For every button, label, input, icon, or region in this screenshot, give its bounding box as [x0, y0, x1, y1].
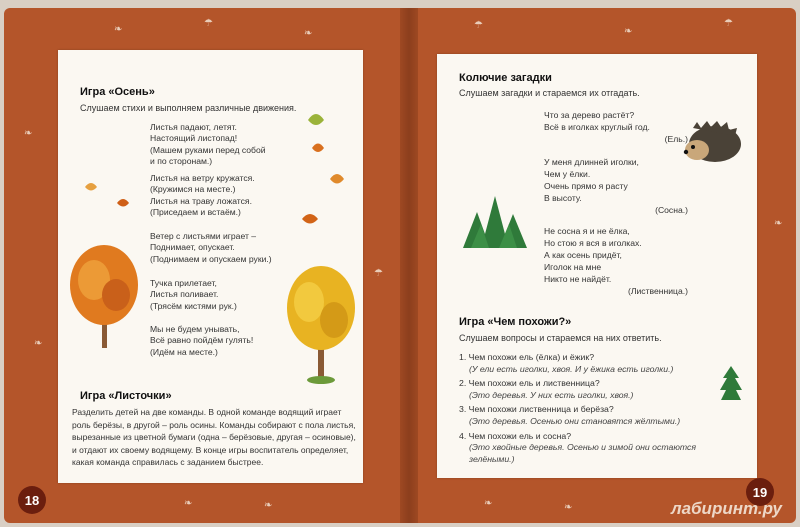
leaf-decoration-icon: ❧ [304, 28, 313, 39]
poem-stanza-2: Листья на ветру кружатся. (Кружимся на месте.) Листья на траву ложатся. (Приседаем и встаём.) [150, 173, 255, 218]
umbrella-decoration-icon: ☂ [204, 18, 213, 29]
orange-leaf-icon [84, 180, 98, 194]
watermark: лабиринт.ру [671, 499, 782, 518]
leaf-decoration-icon: ❧ [114, 24, 123, 35]
left-page-panel [58, 50, 363, 483]
riddle-text: Не сосна я и не ёлка, Но стою я вся в иголках. А как осень придёт, Иголок на мне Никто не найдёт. [544, 226, 642, 284]
poem-stanza-1: Листья падают, летят. Настоящий листопад! (Машем руками перед собой и по сторонам.) [150, 122, 266, 167]
riddles-intro: Слушаем загадки и стараемся их отгадать. [459, 88, 640, 98]
question-text: 2. Чем похожи ель и лиственница? [459, 378, 600, 389]
riddle-item [544, 225, 694, 297]
orange-tree-image [66, 240, 146, 350]
poem-stanza-5: Мы не будем унывать, Всё равно пойдём гулять! (Идём на месте.) [150, 324, 254, 357]
leaf-decoration-icon: ❧ [564, 502, 573, 513]
orange-leaf-icon [116, 196, 130, 210]
question-text: 4. Чем похожи ель и сосна? [459, 430, 572, 441]
small-fir-tree-image [719, 366, 743, 402]
orange-leaf-icon [328, 170, 346, 188]
hedgehog-image [683, 122, 741, 166]
umbrella-decoration-icon: ☂ [724, 18, 733, 29]
riddles-title: Колючие загадки [459, 72, 552, 84]
game-similar-intro: Слушаем вопросы и стараемся на них ответить. [459, 333, 662, 343]
riddle-text: Что за дерево растёт? Всё в иголках круглый год. [544, 110, 650, 132]
leaf-decoration-icon: ❧ [774, 218, 783, 229]
questions-list [459, 352, 709, 468]
page-number-left: 18 [18, 486, 46, 514]
umbrella-decoration-icon: ☂ [374, 268, 383, 279]
question-text: 3. Чем похожи лиственница и берёза? [459, 404, 614, 415]
riddle-answer: (Сосна.) [655, 205, 688, 215]
poem-stanza-4: Тучка прилетает, Листья поливает. (Трясём кистями рук.) [150, 278, 237, 311]
leaf-decoration-icon: ❧ [24, 128, 33, 139]
question-answer: (Это деревья. У них есть иголки, хвоя.) [469, 389, 634, 400]
game-leaves-title: Игра «Листочки» [80, 390, 172, 402]
question-text: 1. Чем похожи ель (ёлка) и ёжик? [459, 352, 595, 362]
leaf-decoration-icon: ❧ [624, 26, 633, 37]
orange-leaf-icon [310, 140, 326, 156]
poem-stanza-3: Ветер с листьями играет – Поднимает, опускает. (Поднимаем и опускаем руки.) [150, 231, 272, 264]
question-item [459, 431, 709, 466]
riddle-answer: (Лиственница.) [627, 286, 688, 296]
yellow-tree-image [284, 260, 360, 384]
green-leaf-icon [306, 110, 326, 130]
page-number-right: 19 [746, 478, 774, 506]
riddle-item [544, 109, 694, 145]
question-answer: (Это хвойные деревья. Осенью и зимой они остаются зелёными.) [469, 442, 696, 464]
umbrella-decoration-icon: ☂ [474, 20, 483, 31]
leaf-decoration-icon: ❧ [34, 338, 43, 349]
orange-leaf-icon [300, 210, 320, 228]
question-item [459, 378, 709, 401]
game-autumn-intro: Слушаем стихи и выполняем различные движения. [80, 103, 297, 113]
question-answer: (Это деревья. Осенью они становятся жёлтыми.) [469, 415, 681, 426]
question-answer: (У ели есть иголки, хвоя. И у ёжика есть иголки.) [469, 363, 674, 374]
riddle-item [544, 156, 694, 216]
question-item [459, 352, 709, 375]
pine-bush-image [459, 194, 531, 250]
leaf-decoration-icon: ❧ [264, 500, 273, 511]
riddle-answer: (Ель.) [664, 134, 688, 144]
leaf-decoration-icon: ❧ [184, 498, 193, 509]
right-page-panel [437, 54, 757, 478]
leaf-decoration-icon: ❧ [484, 498, 493, 509]
question-item [459, 404, 709, 427]
book-gutter [400, 8, 418, 523]
game-similar-title: Игра «Чем похожи?» [459, 316, 572, 328]
game-autumn-title: Игра «Осень» [80, 86, 155, 98]
riddle-text: У меня длинней иголки, Чем у ёлки. Очень прямо я расту В высоту. [544, 157, 639, 203]
game-leaves-text: Разделить детей на две команды. В одной команде водящий играет роль берёзы, в другой – роль осины. Команды собирают с пола листья, вырезанные из цветной бумаги (одна – берёзовые, другая – осиновые), и отдают их своему водящему. В конце игры воспитатель определяет, какая команда справилась с заданием быстрее. [72, 407, 356, 468]
